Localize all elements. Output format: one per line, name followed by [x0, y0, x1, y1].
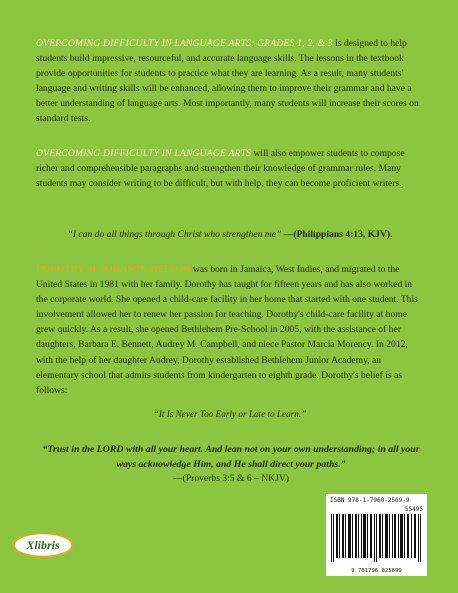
author-bio-paragraph — [36, 262, 424, 398]
second-paragraph — [36, 146, 424, 191]
author-name: DOROTHY M. JOHNSON-NELSON — [36, 264, 191, 275]
philippians-reference: —(Philippians 4:13, KJV). — [281, 229, 393, 240]
author-motto: “It Is Never Too Early or Late to Learn.” — [153, 409, 307, 419]
xlibris-logo-text: Xlibris — [26, 538, 60, 552]
scripture-quote-philippians — [36, 228, 424, 242]
intro-paragraph — [36, 36, 424, 127]
second-book-title: OVERCOMING DIFFICULTY IN LANGUAGE ARTS — [36, 148, 252, 159]
barcode-digits: 9 781796 025699 — [351, 568, 402, 574]
author-bio-text: was born in Jamaica, West Indies, and migrated to the United States in 1981 with her family. Dorothy has taught for fifteen years and has also worked in the corporate world. She opened a child-care facility in her home that started with one student. This involvement allowed her to renew her passion for teaching. Dorothy's child-care facility at home grew quickly. As a result, she opened Bethlehem Pre-School in 2005, with the assistance of her daughters, Barbara E. Bennett, Audrey M. Campbell, and niece Pastor Marcia Morency. In 2012, with the help of her daughter Audrey, Dorothy established Bethlehem Junior Academy, an elementary school that admits students from kindergarten to eighth grade. Dorothy's belief is as follows: — [36, 264, 418, 396]
barcode-bars — [329, 514, 424, 562]
second-text: will also empower students to compose richer and comprehensible paragraphs and strengthen their knowledge of grammar rules. Many students may consider writing to be difficult, but with help, they can become proficient writers. — [36, 148, 405, 190]
philippians-quote-text: “I can do all things through Christ who strengthen me” — [67, 229, 282, 240]
isbn-number: ISBN 978-1-7960-2569-9 — [330, 497, 410, 504]
proverbs-reference: —(Proverbs 3:5 & 6 – NKJV) — [173, 473, 289, 484]
price-code: 55495 — [404, 506, 423, 513]
xlibris-logo — [12, 532, 74, 558]
intro-text: is designed to help students build impressive, resourceful, and accurate language skills. The lessons in the textbook provide opportunities for students to practice what they are learning. As a result, many students' language and writing skills will be enhanced, allowing them to improve their grammar and have a better understanding of language arts. Most importantly, many students will increase their scores on standard tests. — [36, 38, 419, 125]
intro-book-title: OVERCOMING DIFFICULTY IN LANGUAGE ARTS: GRADES 1, 2, & 3 — [36, 38, 333, 49]
isbn-barcode — [326, 494, 427, 576]
proverbs-quote-text: “Trust in the LORD with all your heart. And lean not on your own understanding; in all your ways acknowledge Him, and He shall direct your paths.” — [42, 444, 420, 470]
